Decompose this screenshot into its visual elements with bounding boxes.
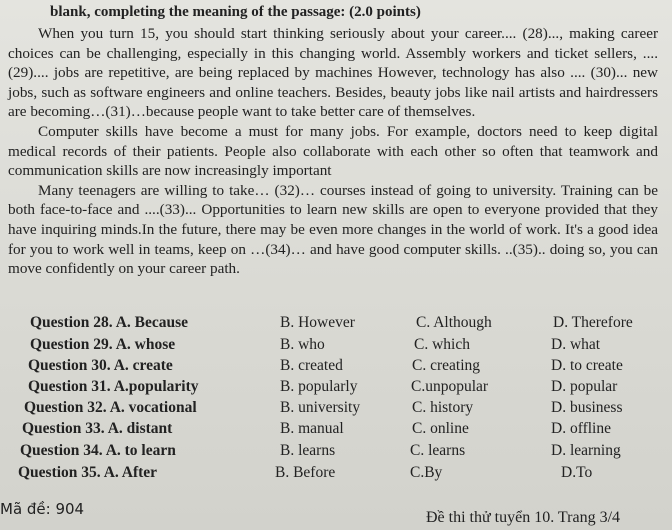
- option-d: D. business: [551, 399, 623, 416]
- option-d: D.To: [561, 464, 593, 481]
- option-c: C. online: [412, 420, 469, 437]
- exam-code: Mã đề: 904: [0, 500, 85, 518]
- option-c: C. learns: [410, 442, 466, 459]
- question-label: Question 34. A. to learn: [20, 442, 176, 459]
- question-30: [0, 357, 672, 379]
- passage-paragraph-2: Computer skills have become a must for many jobs. For example, doctors need to keep digital medical records of their patients. People also collaborate with each other so often that teamwork and communication skills are now increasingly important: [8, 122, 658, 180]
- option-b: B. university: [280, 399, 361, 416]
- option-b: B. learns: [280, 442, 336, 459]
- option-d: D. popular: [551, 378, 618, 395]
- question-35: [0, 464, 672, 486]
- question-label: Question 29. A. whose: [30, 336, 176, 353]
- option-b: B. created: [280, 357, 343, 374]
- question-label: Question 33. A. distant: [22, 420, 173, 437]
- question-label: Question 31. A.popularity: [28, 378, 199, 395]
- option-d: D. to create: [551, 357, 623, 374]
- question-32: [0, 399, 672, 421]
- option-d: D. learning: [551, 442, 621, 459]
- option-c: C.unpopular: [411, 378, 489, 395]
- option-d: D. offline: [551, 420, 611, 437]
- option-c: C.By: [410, 464, 443, 481]
- passage-paragraph-3: Many teenagers are willing to take… (32)… courses instead of going to university. Training can be both face-to-face and ....(33)... Opportunities to learn new skills are open to everyone provided that they have inquiring minds.In the future, there may be even more changes in the world of work. It's a good idea for you to work well in teams, keep on …(34)… and have good computer skills. ..(35).. doing so, you can move confidently on your career path.: [8, 181, 658, 278]
- question-label: Question 32. A. vocational: [24, 399, 197, 416]
- reading-passage: [8, 24, 658, 279]
- option-c: C. history: [412, 399, 474, 416]
- option-d: D. what: [551, 336, 601, 353]
- option-c: C. creating: [412, 357, 481, 374]
- question-28: [0, 314, 672, 336]
- section-heading: blank, completing the meaning of the passage: (2.0 points): [50, 4, 421, 20]
- option-c: C. which: [414, 336, 470, 353]
- question-34: [0, 442, 672, 464]
- option-b: B. Before: [275, 464, 336, 481]
- question-label: Question 30. A. create: [28, 357, 173, 374]
- question-label: Question 28. A. Because: [30, 314, 189, 331]
- question-31: [0, 378, 672, 400]
- option-b: B. manual: [280, 420, 344, 437]
- option-d: D. Therefore: [553, 314, 633, 331]
- option-c: C. Although: [416, 314, 492, 331]
- question-33: [0, 420, 672, 442]
- option-b: B. popularly: [280, 378, 358, 395]
- option-b: B. However: [280, 314, 355, 331]
- question-label: Question 35. A. After: [18, 464, 158, 481]
- option-b: B. who: [280, 336, 325, 353]
- passage-paragraph-1: When you turn 15, you should start thinking seriously about your career.... (28)..., making career choices can be challenging, especially in this changing world. Assembly workers and ticket sellers, .... (29).... jobs are repetitive, are being replaced by machines However, technology has also .... (30)... new jobs, such as software engineers and online teachers. Besides, beauty jobs like nail artists and hairdressers are becoming…(31)…because people want to take better care of themselves.: [8, 25, 658, 121]
- question-29: [0, 336, 672, 358]
- exam-page-info: Đề thi thử tuyển 10. Trang 3/4: [426, 509, 621, 526]
